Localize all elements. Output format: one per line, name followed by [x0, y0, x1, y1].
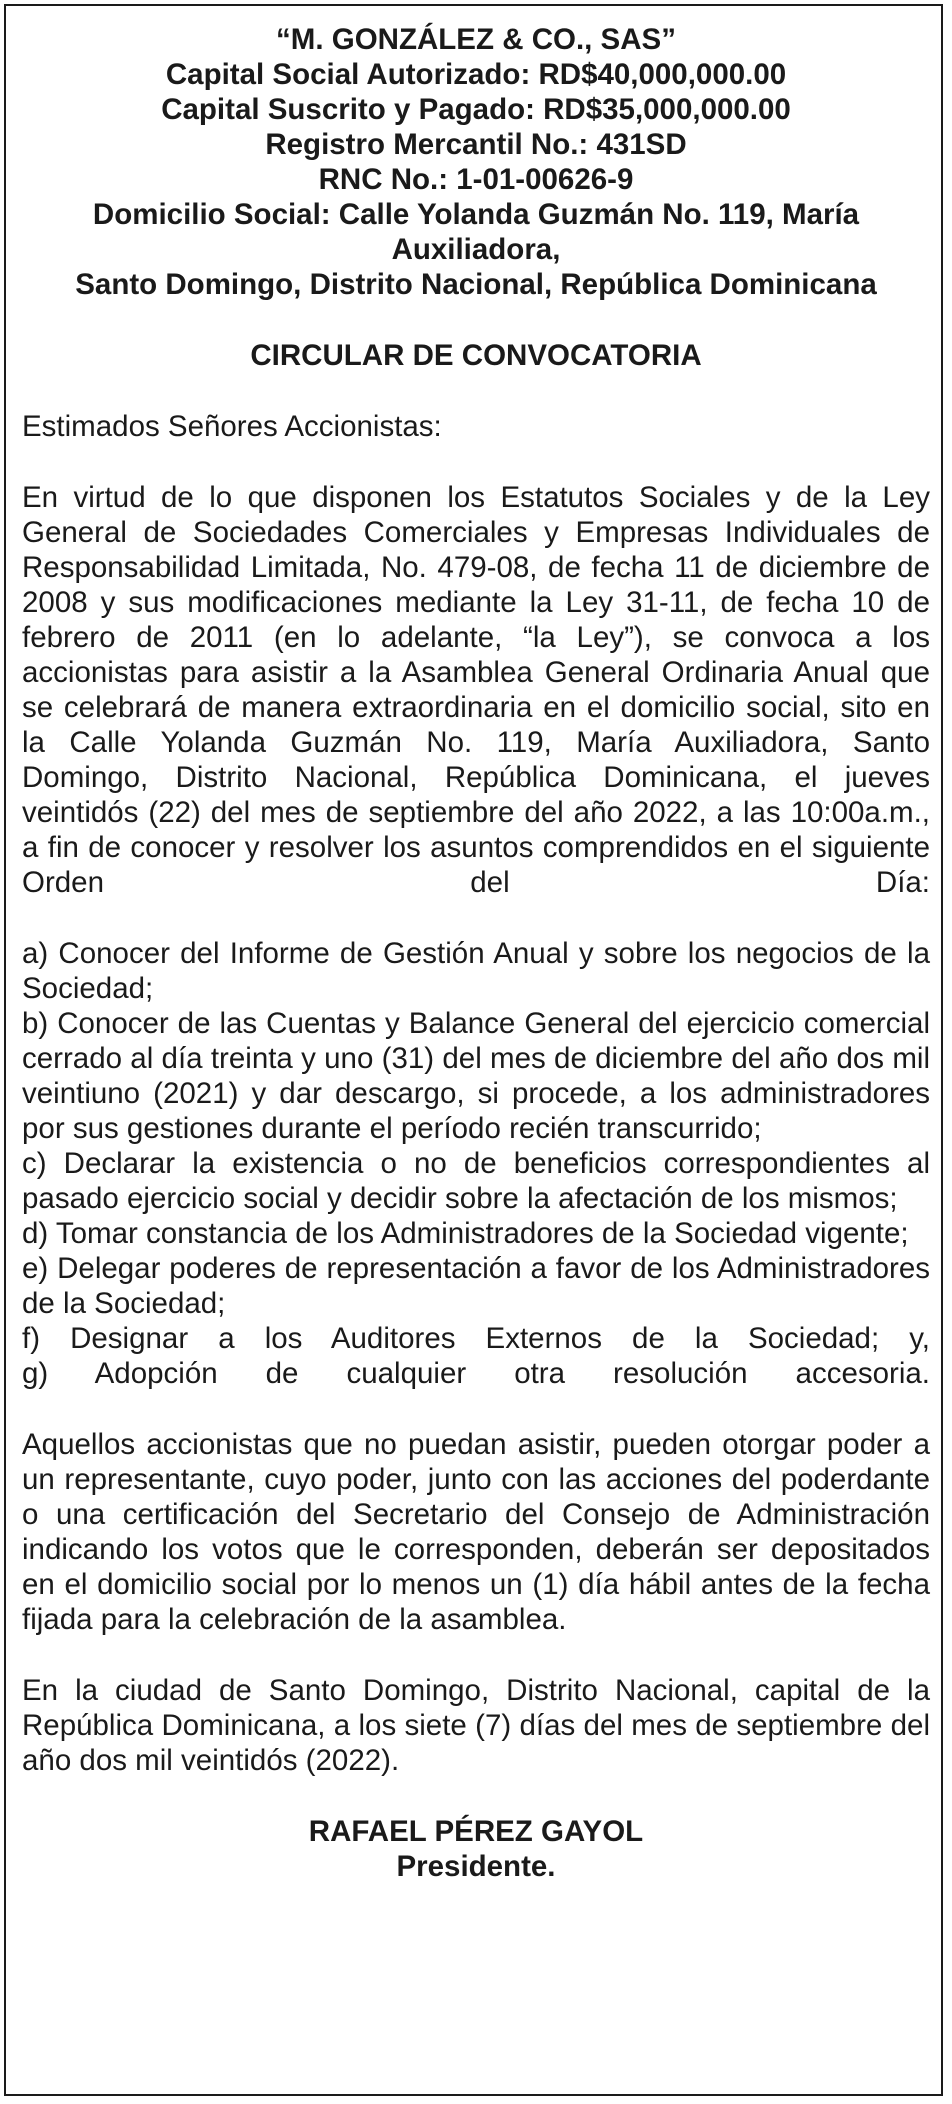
domicilio-line-2: Santo Domingo, Distrito Nacional, República Dominicana — [75, 268, 877, 301]
agenda-item-f: f) Designar a los Auditores Externos de la Sociedad; y, — [22, 1322, 930, 1355]
signatory-name: RAFAEL PÉREZ GAYOL — [308, 1815, 644, 1848]
agenda-item-d: d) Tomar constancia de los Administradores de la Sociedad vigente; — [22, 1217, 909, 1250]
agenda-item-c: c) Declarar la existencia o no de beneficios correspondientes al pasado ejercicio social y decidir sobre la afectación de los mismos; — [22, 1147, 930, 1215]
domicilio-line-1: Domicilio Social: Calle Yolanda Guzmán No. 119, María Auxiliadora, — [92, 198, 860, 266]
capital-autorizado: Capital Social Autorizado: RD$40,000,000.00 — [165, 58, 787, 91]
agenda-item-b: b) Conocer de las Cuentas y Balance General del ejercicio comercial cerrado al día treinta y uno (31) del mes de diciembre del año dos mil veintiuno (2021) y dar descargo, si procede, a los administradores por sus gestiones durante el período recién transcurrido; — [22, 1007, 930, 1145]
agenda-item-a: a) Conocer del Informe de Gestión Anual y sobre los negocios de la Sociedad; — [22, 937, 930, 1005]
place-date-paragraph: En la ciudad de Santo Domingo, Distrito Nacional, capital de la República Dominicana, a los siete (7) días del mes de septiembre del año dos mil veintidós (2022). — [22, 1674, 930, 1777]
agenda-item-g: g) Adopción de cualquier otra resolución accesoria. — [22, 1357, 930, 1390]
agenda-item-e: e) Delegar poderes de representación a favor de los Administradores de la Sociedad; — [22, 1252, 930, 1320]
greeting: Estimados Señores Accionistas: — [22, 410, 442, 443]
rnc-number: RNC No.: 1-01-00626-9 — [318, 163, 634, 196]
registro-mercantil: Registro Mercantil No.: 431SD — [265, 128, 687, 161]
company-header — [22, 22, 930, 302]
convocation-paragraph: En virtud de lo que disponen los Estatutos Sociales y de la Ley General de Sociedades Comerciales y Empresas Individuales de Responsabilidad Limitada, No. 479-08, de fecha 11 de diciembre de 2008 y sus modificaciones mediante la Ley 31-11, de fecha 10 de febrero de 2011 (en lo adelante, “la Ley”), se convoca a los accionistas para asistir a la Asamblea General Ordinaria Anual que se celebrará de manera extraordinaria en el domicilio social, sito en la Calle Yolanda Guzmán No. 119, María Auxiliadora, Santo Domingo, Distrito Nacional, República Dominicana, el jueves veintidós (22) del mes de septiembre del año 2022, a las 10:00a.m., a fin de conocer y resolver los asuntos comprendidos en el siguiente Orden del Día: — [22, 481, 930, 899]
company-name: “M. GONZÁLEZ & CO., SAS” — [276, 23, 676, 56]
signature-block — [22, 1814, 930, 1884]
document-title: CIRCULAR DE CONVOCATORIA — [250, 339, 702, 372]
proxy-paragraph: Aquellos accionistas que no puedan asistir, pueden otorgar poder a un representante, cuyo poder, junto con las acciones del poderdante o una certificación del Secretario del Consejo de Administración indicando los votos que le corresponden, deberán ser depositados en el domicilio social por lo menos un (1) día hábil antes de la fecha fijada para la celebración de la asamblea. — [22, 1428, 930, 1636]
agenda-list — [22, 936, 930, 1391]
signatory-role: Presidente. — [396, 1850, 556, 1883]
capital-suscrito: Capital Suscrito y Pagado: RD$35,000,000.00 — [161, 93, 791, 126]
notice-content — [22, 22, 930, 1884]
